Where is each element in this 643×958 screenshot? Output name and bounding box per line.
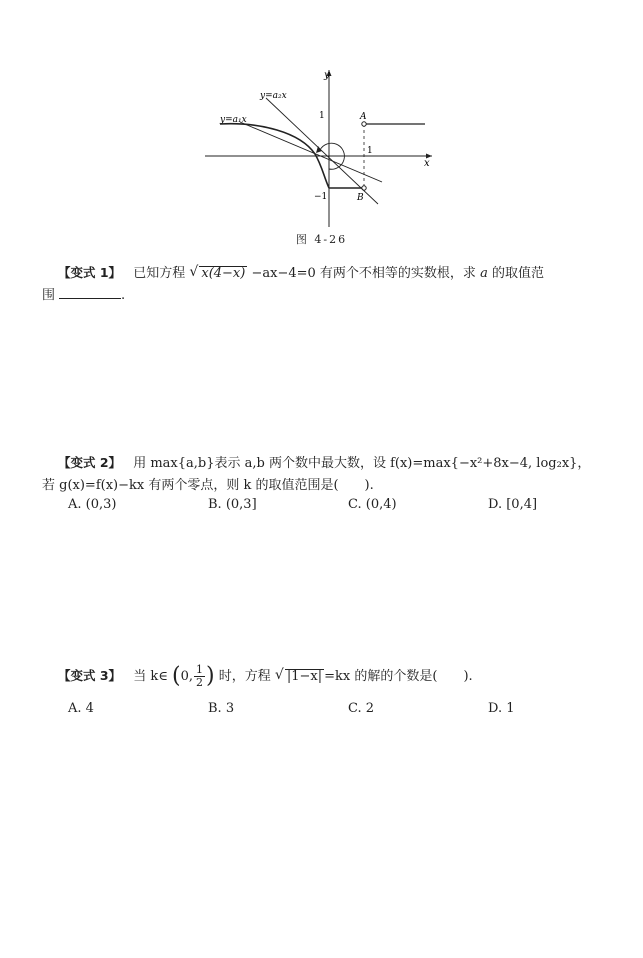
problem-3-sqrt: √ |1−x| xyxy=(274,667,323,684)
problem-3-zero: 0, xyxy=(180,669,193,684)
problem-2-option-a[interactable]: A. (0,3) xyxy=(68,497,117,512)
problem-3-paren-open: ( xyxy=(171,663,181,689)
problem-3-text-mid: 时，方程 xyxy=(218,669,271,684)
answer-blank[interactable] xyxy=(59,286,121,299)
problem-3-option-b[interactable]: B. 3 xyxy=(208,701,235,716)
problem-3-fraction xyxy=(194,664,205,689)
problem-3-option-d[interactable]: D. 1 xyxy=(488,701,515,716)
label-point-a: A xyxy=(360,112,367,122)
problem-2 xyxy=(42,452,618,497)
problem-3-option-c[interactable]: C. 2 xyxy=(348,701,375,716)
problem-3-text-before: 当 k∈ xyxy=(133,669,168,684)
problem-3-options xyxy=(68,701,628,721)
problem-1-line-2-text: 围 xyxy=(42,288,56,303)
label-line-a1: y=a₁x xyxy=(220,115,247,125)
label-point-b: B xyxy=(357,193,364,203)
tick-x-one: 1 xyxy=(367,146,373,156)
problem-2-options xyxy=(68,497,628,517)
problem-1-tag: 【变式 1】 xyxy=(58,265,122,280)
problem-1-sqrt-content: x(4−x) xyxy=(201,266,246,281)
problem-3-option-a[interactable]: A. 4 xyxy=(68,701,94,716)
problem-2-line-2: 若 g(x)=f(x)−kx 有两个零点，则 k 的取值范围是( ). xyxy=(42,478,374,493)
point-a xyxy=(362,122,366,126)
problem-1-text-before: 已知方程 xyxy=(133,266,186,281)
problem-2-line-1 xyxy=(58,452,618,475)
problem-3-paren-close: ) xyxy=(205,663,215,689)
y-axis-label: y xyxy=(324,70,330,81)
problem-3 xyxy=(58,664,618,689)
problem-3-text-after: =kx 的解的个数是( ). xyxy=(324,669,473,684)
rotation-arrow xyxy=(316,146,322,153)
problem-1-text-after: 的取值范 xyxy=(491,266,544,281)
problem-2-line-1-text: 用 max{a,b}表示 a,b 两个数中最大数，设 f(x)=max{−x²+8x−4, log₂x}， xyxy=(133,456,591,471)
label-line-a2: y=a₂x xyxy=(260,91,287,101)
line-a1 xyxy=(240,122,382,182)
figure-caption: 图 4-26 xyxy=(295,233,348,246)
tick-y-neg-one: −1 xyxy=(314,192,328,202)
problem-3-frac-den: 2 xyxy=(195,676,203,689)
problem-2-tag: 【变式 2】 xyxy=(58,455,122,470)
problem-3-tag: 【变式 3】 xyxy=(58,668,122,683)
problem-3-sqrt-content: |1−x| xyxy=(286,669,323,684)
problem-2-option-d[interactable]: D. [0,4] xyxy=(488,497,538,512)
graph-svg xyxy=(200,62,440,232)
problem-1-var-a: a xyxy=(480,266,488,281)
problem-2-option-b[interactable]: B. (0,3] xyxy=(208,497,257,512)
problem-2-option-c[interactable]: C. (0,4) xyxy=(348,497,397,512)
problem-1-text-eq: −ax−4=0 有两个不相等的实数根，求 xyxy=(251,266,476,281)
problem-1 xyxy=(42,262,618,307)
tick-y-one: 1 xyxy=(319,111,325,121)
problem-1-line-2: 围 . xyxy=(42,288,126,303)
x-axis-label: x xyxy=(424,158,430,169)
problem-1-line-1 xyxy=(58,262,618,285)
problem-3-frac-num: 1 xyxy=(195,663,203,676)
problem-1-sqrt: √ x(4−x) xyxy=(189,264,246,281)
graph-figure xyxy=(200,62,440,242)
